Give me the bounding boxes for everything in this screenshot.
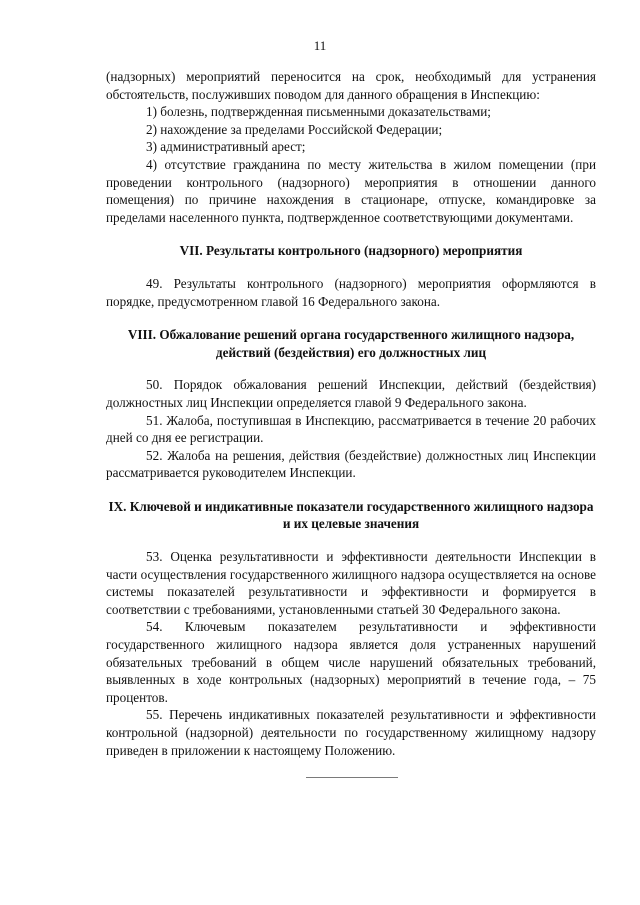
list-item: 2) нахождение за пределами Российской Федерации;: [146, 121, 443, 137]
intro-paragraph: (надзорных) мероприятий переносится на срок, необходимый для устранения обстоятельств, послуживших поводом для данного обращения в Инспекцию:: [106, 69, 596, 102]
paragraph-49: 49. Результаты контрольного (надзорного) мероприятия оформляются в порядке, предусмотренном главой 16 Федерального закона.: [106, 275, 596, 309]
section-heading-ix: IX. Ключевой и индикативные показатели государственного жилищного надзора и их целевые значения: [108, 498, 594, 532]
paragraph-53: 53. Оценка результативности и эффективности деятельности Инспекции в части осуществления государственного жилищного надзора осуществляется на основе системы показателей результативности и эффективности и формируется в соответствии с требованиями, установленными статьей 30 Федерального закона.: [106, 549, 596, 617]
footer-divider: [306, 777, 398, 778]
paragraph-52: 52. Жалоба на решения, действия (бездействие) должностных лиц Инспекции рассматривается руководителем Инспекции.: [106, 447, 596, 481]
page-number: 11: [313, 38, 327, 53]
list-item: 1) болезнь, подтвержденная письменными доказательствами;: [146, 104, 491, 120]
paragraph-50: 50. Порядок обжалования решений Инспекции, действий (бездействия) должностных лиц Инспекции определяется главой 9 Федерального закона.: [106, 377, 596, 410]
paragraph-55: 55. Перечень индикативных показателей результативности и эффективности контрольной (надзорной) деятельности по государственному жилищному надзору приведен в приложении к настоящему Положению.: [106, 707, 596, 758]
page-content: [106, 68, 596, 759]
paragraph-51: 51. Жалоба, поступившая в Инспекцию, рассматривается в течение 20 рабочих дней со дня ее регистрации.: [106, 412, 596, 446]
list-item: 4) отсутствие гражданина по месту жительства в жилом помещении (при проведении контрольного (надзорного) мероприятия в отношении данного помещения) по причине нахождения в стационаре, отпуске, командировке за пределами населенного пункта, подтвержденное соответствующими документами.: [106, 156, 596, 225]
list-item: 3) административный арест;: [146, 139, 306, 155]
section-heading-viii: VIII. Обжалование решений органа государственного жилищного надзора, действий (бездействия) его должностных лиц: [127, 327, 575, 360]
paragraph-54: 54. Ключевым показателем результативности и эффективности государственного жилищного надзора является доля устраненных нарушений обязательных требований в общем числе нарушений обязательных требований, выявленных в ходе контрольных (надзорных) мероприятий в течение года, – 75 процентов.: [106, 619, 596, 705]
section-heading-vii: VII. Результаты контрольного (надзорного) мероприятия: [179, 243, 523, 259]
